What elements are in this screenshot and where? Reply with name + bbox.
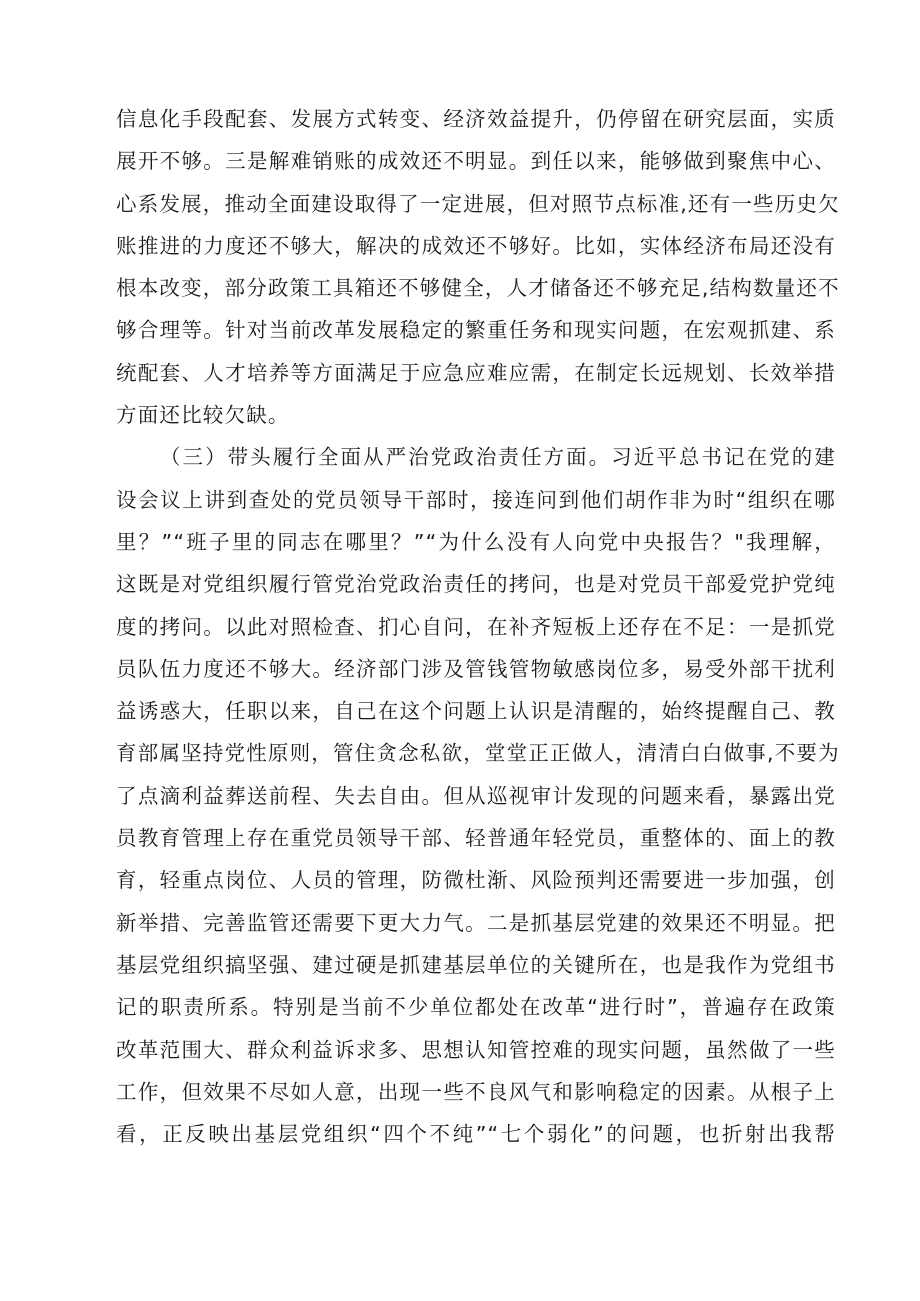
text-line: 育，轻重点岗位、人员的管理，防微杜渐、风险预判还需要进一步加强，创 (116, 868, 836, 893)
section-heading-line: （三）带头履行全面从严治党政治责任方面。习近平总书记在党的建 (160, 445, 836, 470)
text-line: 记的职责所系。特别是当前不少单位都处在改革“进行时”，普遍存在政策 (116, 995, 836, 1020)
paragraph-end-line: 方面还比较欠缺。 (116, 403, 290, 428)
text-line: 益诱惑大，任职以来，自己在这个问题上认识是清醒的，始终提醒自己、教 (116, 699, 836, 724)
text-line: 育部属坚持党性原则，管住贪念私欲，堂堂正正做人，清清白白做事,不要为 (116, 741, 840, 766)
text-line: 了点滴利益葬送前程、失去自由。但从巡视审计发现的问题来看，暴露出党 (116, 783, 836, 808)
text-line: 展开不够。三是解难销账的成效还不明显。到任以来，能够做到聚焦中心、 (116, 149, 836, 174)
text-line: 信息化手段配套、发展方式转变、经济效益提升，仍停留在研究层面，实质 (116, 107, 836, 131)
text-line: 基层党组织搞坚强、建过硬是抓建基层单位的关键所在，也是我作为党组书 (116, 952, 836, 977)
text-line: 统配套、人才培养等方面满足于应急应难应需，在制定长远规划、长效举措 (116, 360, 836, 385)
text-line: 员教育管理上存在重党员领导干部、轻普通年轻党员，重整体的、面上的教 (116, 826, 836, 851)
text-line: 根本改变，部分政策工具箱还不够健全，人才储备还不够充足,结构数量还不 (116, 276, 840, 301)
text-line: 账推进的力度还不够大，解决的成效还不够好。比如，实体经济布局还没有 (116, 233, 836, 258)
text-line: 够合理等。针对当前改革发展稳定的繁重任务和现实问题，在宏观抓建、系 (116, 318, 836, 343)
text-line: 设会议上讲到查处的党员领导干部时，接连问到他们胡作非为时“组织在哪 (116, 487, 836, 512)
text-line: 改革范围大、群众利益诉求多、思想认知管控难的现实问题，虽然做了一些 (116, 1037, 836, 1062)
text-line: 里？”“班子里的同志在哪里？”“为什么没有人向党中央报告？"我理解， (116, 529, 836, 554)
text-line: 新举措、完善监管还需要下更大力气。二是抓基层党建的效果还不明显。把 (116, 910, 836, 935)
text-line: 这既是对党组织履行管党治党政治责任的拷问，也是对党员干部爱党护党纯 (116, 572, 836, 597)
text-line: 看，正反映出基层党组织“四个不纯”“七个弱化”的问题，也折射出我帮 (116, 1122, 836, 1147)
text-line: 工作，但效果不尽如人意，出现一些不良风气和影响稳定的因素。从根子上 (116, 1079, 836, 1104)
text-line: 员队伍力度还不够大。经济部门涉及管钱管物敏感岗位多，易受外部干扰利 (116, 656, 836, 681)
text-line: 度的拷问。以此对照检查、扪心自问，在补齐短板上还存在不足：一是抓党 (116, 614, 836, 639)
document-body (116, 98, 840, 1155)
text-line: 心系发展，推动全面建设取得了一定进展，但对照节点标准,还有一些历史欠 (116, 191, 840, 216)
